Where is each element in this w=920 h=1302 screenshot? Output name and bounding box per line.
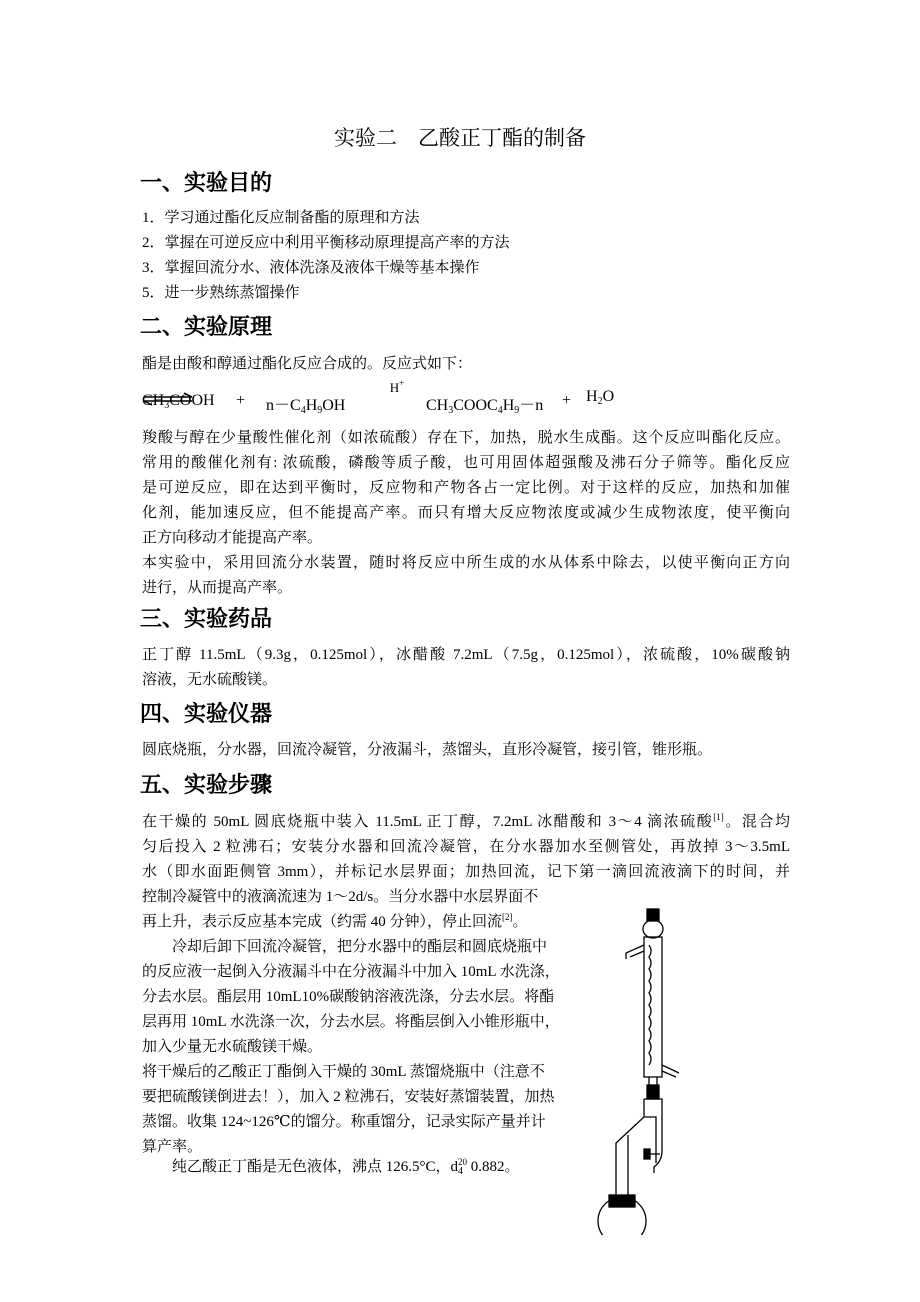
eq-sub: 9: [317, 405, 323, 416]
paragraph-line: 正丁醇 11.5mL（9.3g，0.125mol），冰醋酸 7.2mL（7.5g，0.125mol），浓硫酸，10%碳酸钠: [142, 647, 790, 663]
footnote-ref[interactable]: [1]: [713, 812, 724, 822]
eq-sub: 3: [164, 400, 170, 411]
eq-plus: +: [236, 392, 246, 409]
footnote-ref[interactable]: [2]: [502, 912, 513, 922]
reflux-water-separator-apparatus-figure: [580, 905, 680, 1235]
catalyst-label: [374, 380, 420, 396]
paragraph-line: 的反应液一起倒入分液漏斗中在分液漏斗中加入 10mL 水洗涤，: [142, 964, 560, 980]
paragraph-line: 本实验中，采用回流分水装置，随时将反应中所生成的水从体系中除去，以使平衡向正方向: [142, 555, 790, 571]
list-item: 1．学习通过酯化反应制备酯的原理和方法: [142, 210, 420, 226]
paragraph-line: 酯是由酸和醇通过酯化反应合成的。反应式如下：: [142, 356, 473, 372]
eq-sub: 4: [497, 405, 503, 416]
paragraph-line: 冷却后卸下回流冷凝管，把分水器中的酯层和圆底烧瓶中: [172, 939, 548, 955]
eq-text: H: [305, 397, 318, 414]
paragraph-line: 加入少量无水硫酸镁干燥。: [142, 1039, 323, 1055]
eq-text: n－C: [266, 397, 301, 414]
paragraph-line: 圆底烧瓶，分水器，回流冷凝管，分液漏斗，蒸馏头，直形冷凝管，接引管，锥形瓶。: [142, 742, 713, 758]
eq-text: O: [602, 388, 615, 405]
eq-text: H: [389, 380, 400, 395]
eq-sub: 4: [300, 405, 306, 416]
paragraph-line: 控制冷凝管中的液滴流速为 1～2d/s。当分水器中水层界面不: [142, 889, 539, 905]
list-item: 2．掌握在可逆反应中利用平衡移动原理提高产率的方法: [142, 235, 510, 251]
eq-text: OH: [322, 397, 346, 414]
reaction-equation: [142, 378, 802, 416]
eq-sub: 9: [514, 405, 520, 416]
eq-text: COOH: [169, 392, 215, 409]
paragraph-line: 算产率。: [142, 1139, 203, 1155]
text: 纯乙酸正丁酯是无色液体，沸点 126.5°C，d: [172, 1159, 459, 1175]
paragraph-line: [142, 812, 790, 832]
eq-sub: 2: [597, 396, 603, 407]
section-heading-principle: 二、实验原理: [140, 315, 273, 340]
paragraph-line: 羧酸与醇在少量酸性催化剂（如浓硫酸）存在下，加热，脱水生成酯。这个反应叫酯化反应。: [142, 430, 790, 446]
paragraph-line: 层再用 10mL 水洗涤一次，分去水层。将酯层倒入小锥形瓶中，: [142, 1014, 560, 1030]
paragraph-line: 蒸馏。收集 124~126℃的馏分。称重馏分，记录实际产量并计: [142, 1114, 546, 1130]
paragraph-line: 要把硫酸镁倒进去！），加入 2 粒沸石，安装好蒸馏装置，加热: [142, 1089, 555, 1105]
eq-text: H: [502, 397, 515, 414]
section-heading-purpose: 一、实验目的: [140, 171, 273, 196]
paragraph-line: 将干燥后的乙酸正丁酯倒入干燥的 30mL 蒸馏烧瓶中（注意不: [142, 1064, 545, 1080]
superscript: 20: [458, 1157, 468, 1167]
text: 在干燥的 50mL 圆底烧瓶中装入 11.5mL 正丁醇，7.2mL 冰醋酸和 3～4 滴浓硫酸: [142, 814, 714, 830]
paragraph-line: 常用的酸催化剂有: 浓硫酸，磷酸等质子酸，也可用固体超强酸及沸石分子筛等。酯化反应: [142, 455, 790, 471]
paragraph-line: 是可逆反应，即在达到平衡时，反应物和产物各占一定比例。对于这样的反应，加热和加催: [142, 480, 790, 496]
eq-text: －n: [519, 397, 544, 414]
eq-text: CH: [426, 397, 449, 414]
text: 。混合均: [723, 814, 790, 830]
text: 再上升，表示反应基本完成（约需 40 分钟），停止回流: [142, 914, 503, 930]
paragraph-line: 正方向移动才能提高产率。: [142, 530, 323, 546]
paragraph-line: 化剂，能加速反应，但不能提高产率。而只有增大反应物浓度或减少生成物浓度，使平衡向: [142, 505, 790, 521]
section-heading-apparatus: 四、实验仪器: [140, 702, 273, 727]
paragraph-line: 进行，从而提高产率。: [142, 580, 293, 596]
paragraph-line: 水（即水面距侧管 3mm），并标记水层界面；加热回流，记下第一滴回流液滴下的时间，并: [142, 864, 790, 880]
eq-text: CH: [142, 392, 165, 409]
section-heading-procedure: 五、实验步骤: [140, 773, 273, 798]
subscript: 4: [458, 1166, 464, 1177]
eq-text: H: [586, 388, 598, 405]
list-item: 5．进一步熟练蒸馏操作: [142, 285, 300, 301]
paragraph-line: [172, 1157, 520, 1177]
list-item: 3．掌握回流分水、液体洗涤及液体干燥等基本操作: [142, 260, 480, 276]
paragraph-line: [142, 912, 528, 932]
eq-sub: 3: [448, 405, 454, 416]
paragraph-line: 溶液，无水硫酸镁。: [142, 672, 278, 688]
section-heading-reagents: 三、实验药品: [140, 607, 273, 632]
eq-text: COOC: [453, 397, 498, 414]
eq-plus: +: [562, 392, 572, 409]
eq-sup: +: [399, 378, 405, 388]
paragraph-line: 匀后投入 2 粒沸石；安装分水器和回流冷凝管，在分水器加水至侧管处，再放掉 3～3.5mL: [142, 839, 790, 855]
text: 0.882。: [467, 1159, 520, 1175]
page-title: 实验二 乙酸正丁酯的制备: [334, 126, 586, 150]
paragraph-line: 分去水层。酯层用 10mL10%碳酸钠溶液洗涤，分去水层。将酯: [142, 989, 555, 1005]
text: 。: [512, 914, 528, 930]
